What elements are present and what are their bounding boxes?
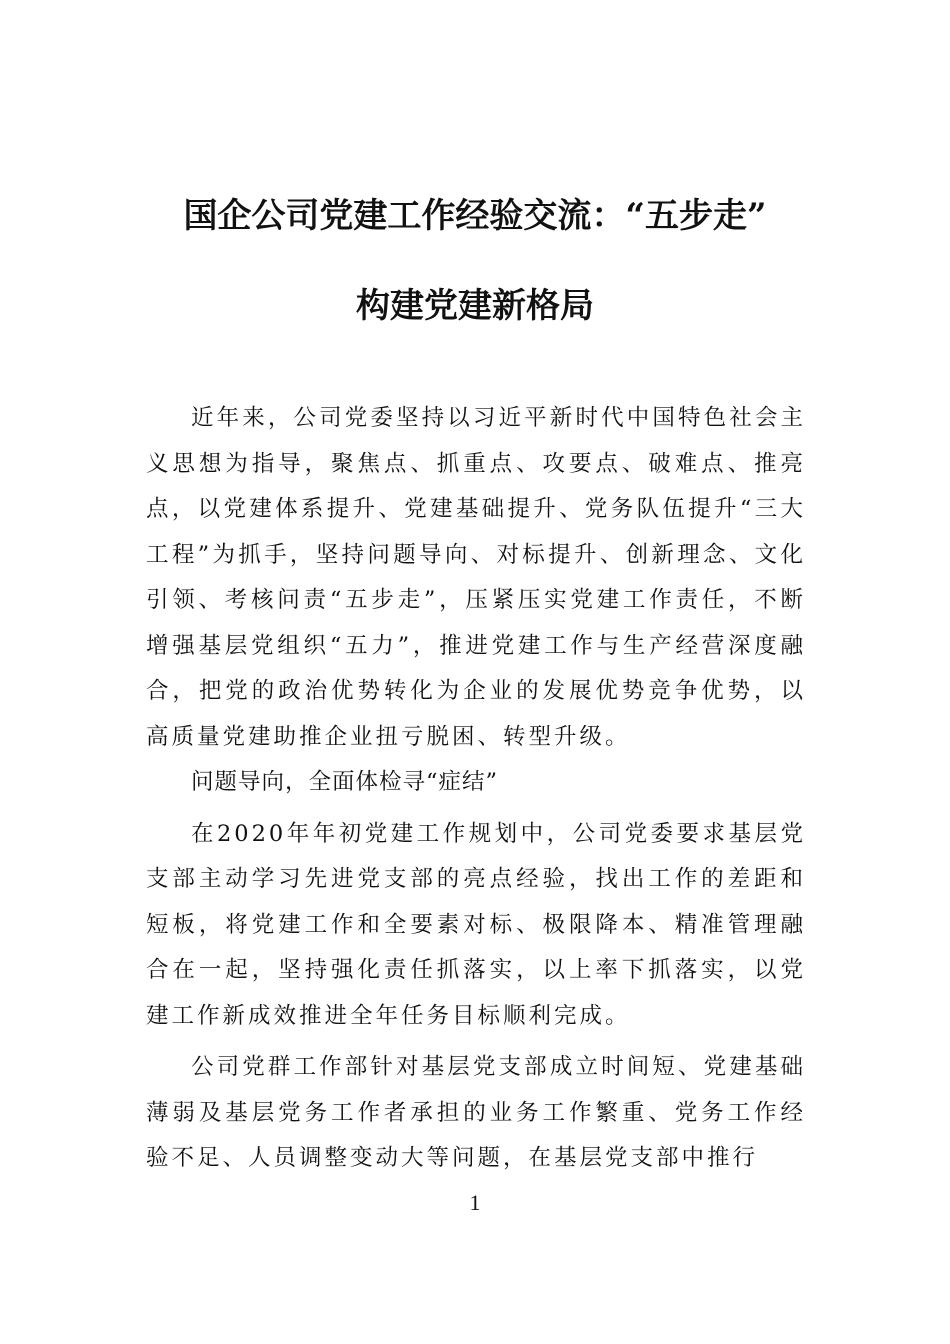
paragraph-intro: 近年来，公司党委坚持以习近平新时代中国特色社会主义思想为指导，聚焦点、抓重点、攻要点、破难点、推亮点，以党建体系提升、党建基础提升、党务队伍提升“三大工程”为抓手，坚持问题导向、对标提升、创新理念、文化引领、考核问责“五步走”，压紧压实党建工作责任，不断增强基层党组织“五力”，推进党建工作与生产经营深度融合，把党的政治优势转化为企业的发展优势竞争优势，以高质量党建助推企业扭亏脱困、转型升级。 [146, 405, 806, 750]
paragraph-party-work: 公司党群工作部针对基层党支部成立时间短、党建基础薄弱及基层党务工作者承担的业务工作繁重、党务工作经验不足、人员调整变动大等问题，在基层党支部中推行 [146, 1054, 806, 1171]
document-title [110, 192, 840, 330]
title-line-1: 国企公司党建工作经验交流：“五步走” [183, 196, 767, 236]
paragraph-planning: 在2020年年初党建工作规划中，公司党委要求基层党支部主动学习先进党支部的亮点经验，找出工作的差距和短板，将党建工作和全要素对标、极限降本、精准管理融合在一起，坚持强化责任抓落实，以上率下抓落实，以党建工作新成效推进全年任务目标顺利完成。 [146, 820, 806, 1029]
title-line-2: 构建党建新格局 [356, 286, 594, 326]
document-body [146, 396, 806, 1182]
page-number: 1 [469, 1190, 481, 1215]
section-heading: 问题导向，全面体检寻“症结” [191, 769, 499, 795]
